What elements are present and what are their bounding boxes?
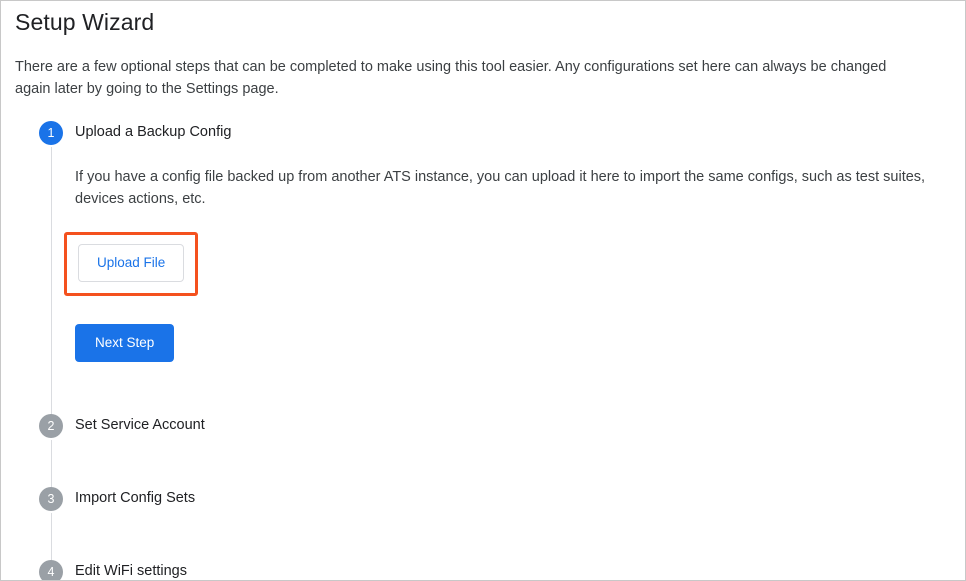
step-2-spacer (75, 437, 939, 485)
step-3-connector-line (51, 513, 52, 564)
step-2-label: Set Service Account (75, 417, 205, 433)
page-intro-text: There are a few optional steps that can be completed to make using this tool easier. Any configurations set here can always be changed again later by going to the Settings page. (15, 59, 887, 97)
step-3-spacer (75, 510, 939, 558)
step-upload-backup-config (39, 119, 939, 412)
step-4-label: Edit WiFi settings (75, 563, 187, 579)
next-step-button[interactable]: Next Step (75, 324, 174, 362)
step-1-label: Upload a Backup Config (75, 124, 232, 140)
upload-file-highlight (64, 232, 198, 296)
step-3-number: 3 (39, 487, 63, 511)
step-2-number: 2 (39, 414, 63, 438)
upload-file-button[interactable]: Upload File (78, 244, 184, 282)
step-1-connector-line (51, 147, 52, 418)
step-1-number: 1 (39, 121, 63, 145)
setup-stepper (39, 119, 939, 581)
step-4-number: 4 (39, 560, 63, 581)
step-set-service-account[interactable] (39, 412, 939, 485)
step-3-label: Import Config Sets (75, 490, 196, 506)
step-edit-wifi-settings[interactable] (39, 558, 939, 581)
step-2-connector-line (51, 440, 52, 491)
step-1-bottom-spacer (75, 372, 939, 412)
page-title: Setup Wizard (15, 9, 155, 35)
step-import-config-sets[interactable] (39, 485, 939, 558)
step-1-description: If you have a config file backed up from another ATS instance, you can upload it here to import the same configs, such as test suites, devices actions, etc. (75, 169, 926, 207)
step-1-body (75, 144, 939, 372)
